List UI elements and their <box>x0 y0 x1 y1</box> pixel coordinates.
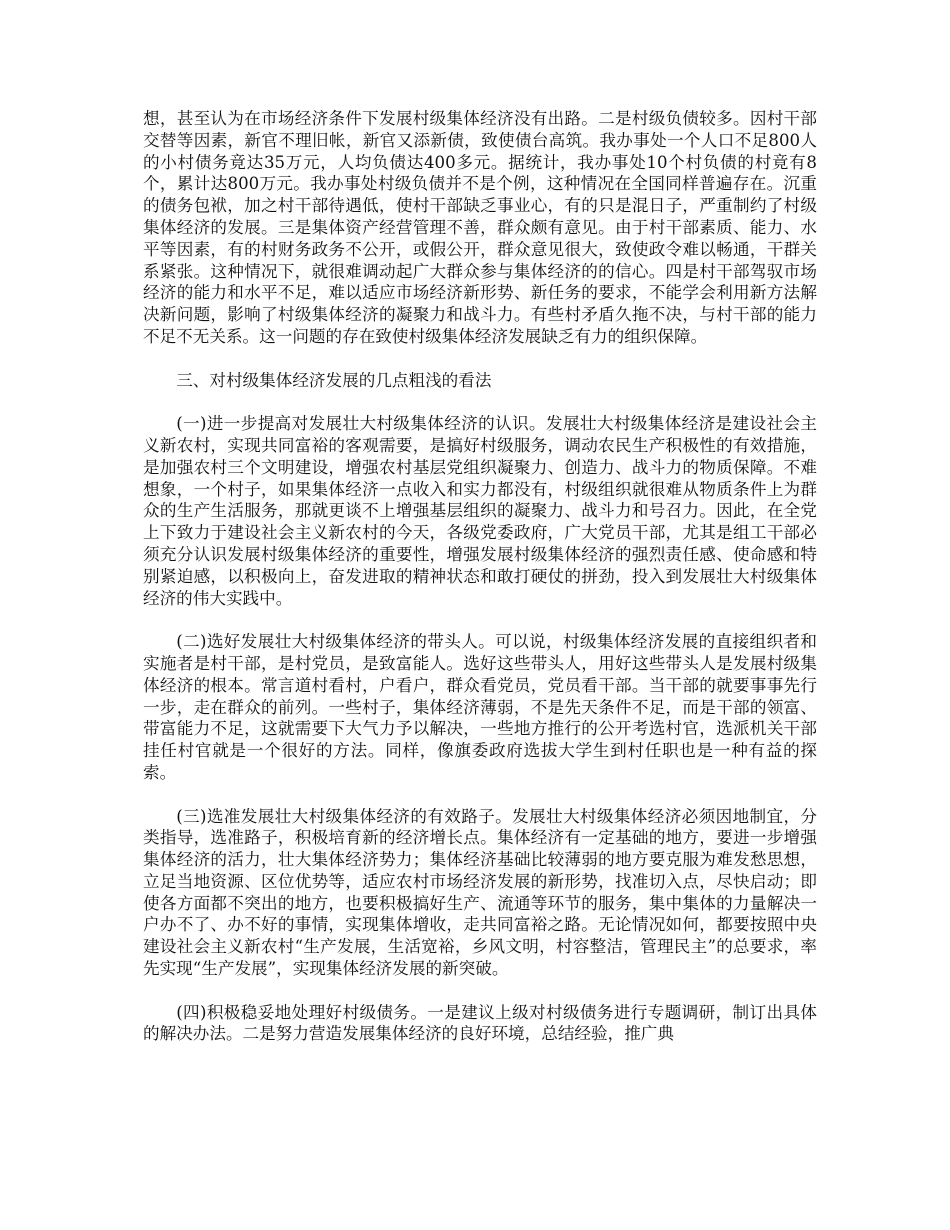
paragraph-section-3: (三)选准发展壮大村级集体经济的有效路子。发展壮大村级集体经济必须因地制宜，分类指导，选准路子，积极培育新的经济增长点。集体经济有一定基础的地方，要进一步增强集体经济的活力，壮大集体经济势力；集体经济基础比较薄弱的地方要克服为难发愁思想，立足当地资源、区位优势等，适应农村市场经济发展的新形势，找准切入点，尽快启动；即使各方面都不突出的地方，也要积极搞好生产、流通等环节的服务，集中集体的力量解决一户办不了、办不好的事情，实现集体增收，走共同富裕之路。无论情况如何，都要按照中央建设社会主义新农村“生产发展，生活宽裕，乡风文明，村容整洁，管理民主”的总要求，率先实现“生产发展”，实现集体经济发展的新突破。 <box>143 806 817 979</box>
paragraph-section-2: (二)选好发展壮大村级集体经济的带头人。可以说，村级集体经济发展的直接组织者和实施者是村干部，是村党员，是致富能人。选好这些带头人，用好这些带头人是发展村级集体经济的根本。常言道村看村，户看户，群众看党员，党员看干部。当干部的就要事事先行一步，走在群众的前列。一些村子，集体经济薄弱，不是先天条件不足，而是干部的领富、带富能力不足，这就需要下大气力予以解决，一些地方推行的公开考选村官，选派机关干部挂任村官就是一个很好的方法。同样，像旗委政府选拔大学生到村任职也是一种有益的探索。 <box>143 632 817 782</box>
paragraph-section-4: (四)积极稳妥地处理好村级债务。一是建议上级对村级债务进行专题调研，制订出具体的解决办法。二是努力营造发展集体经济的良好环境，总结经验，推广典 <box>143 1002 817 1044</box>
section-heading: 三、对村级集体经济发展的几点粗浅的看法 <box>176 370 492 390</box>
paragraph-debt-analysis: 想，甚至认为在市场经济条件下发展村级集体经济没有出路。二是村级负债较多。因村干部交替等因素，新官不理旧帐，新官又添新债，致使债台高筑。我办事处一个人口不足800人的小村债务竟达35万元，人均负债达400多元。据统计，我办事处10个村负债的村竟有8个，累计达800万元。我办事处村级负债并不是个例，这种情况在全国同样普遍存在。沉重的债务包袱，加之村干部待遇低，使村干部缺乏事业心，有的只是混日子，严重制约了村级集体经济的发展。三是集体资产经营管理不善，群众颇有意见。由于村干部素质、能力、水平等因素，有的村财务政务不公开，或假公开，群众意见很大，致使政令难以畅通，干群关系紧张。这种情况下，就很难调动起广大群众参与集体经济的的信心。四是村干部驾驭市场经济的能力和水平不足，难以适应市场经济新形势、新任务的要求，不能学会利用新方法解决新问题，影响了村级集体经济的凝聚力和战斗力。有些村矛盾久拖不决，与村干部的能力不足不无关系。这一问题的存在致使村级集体经济发展缺乏有力的组织保障。 <box>143 109 817 346</box>
paragraph-section-1: (一)进一步提高对发展壮大村级集体经济的认识。发展壮大村级集体经济是建设社会主义新农村，实现共同富裕的客观需要，是搞好村级服务，调动农民生产积极性的有效措施，是加强农村三个文明建设，增强农村基层党组织凝聚力、创造力、战斗力的物质保障。不难想象，一个村子，如果集体经济一点收入和实力都没有，村级组织就很难从物质条件上为群众的生产生活服务，那就更谈不上增强基层组织的凝聚力、战斗力和号召力。因此，在全党上下致力于建设社会主义新农村的今天，各级党委政府，广大党员干部，尤其是组工干部必须充分认识发展村级集体经济的重要性，增强发展村级集体经济的强烈责任感、使命感和特别紧迫感，以积极向上，奋发进取的精神状态和敢打硬仗的拼劲，投入到发展壮大村级集体经济的伟大实践中。 <box>143 414 817 608</box>
document-page <box>143 108 817 1067</box>
